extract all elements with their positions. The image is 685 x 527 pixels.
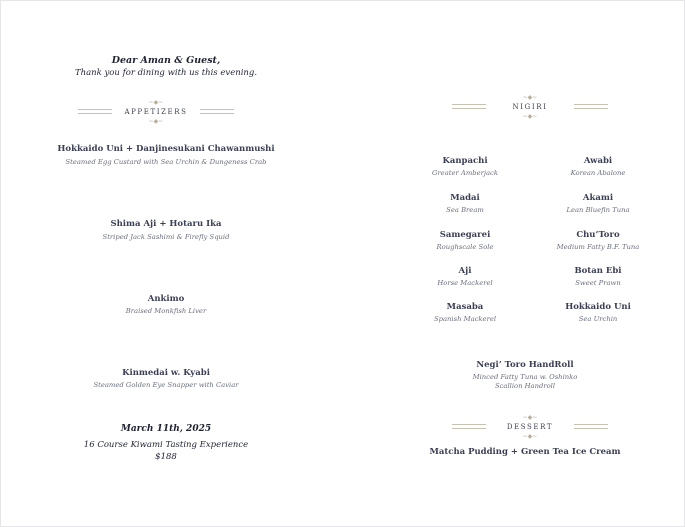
nigiri-name: Awabi [583,156,613,166]
nigiri-desc: Sea Urchin [578,315,618,323]
nigiri-item [543,302,653,323]
nigiri-name: Kanpachi [442,156,488,166]
nigiri-desc: Roughscale Sole [436,243,494,251]
nigiri-item [543,193,653,214]
nigiri-title: NIGIRI [512,103,548,111]
tasting-experience: 16 Course Kiwami Tasting Experience [83,440,249,450]
nigiri-item [410,156,520,177]
menu-date: March 11th, 2025 [120,424,212,434]
menu-price: $188 [155,452,177,462]
ornament-icon: ~◆~ [522,414,538,421]
nigiri-name: Aji [458,266,472,276]
ornament-icon: ~◆~ [522,433,538,440]
nigiri-name: Akami [582,193,614,203]
nigiri-name: Chu’Toro [576,230,620,240]
appetizer-desc: Steamed Golden Eye Snapper with Caviar [93,381,239,389]
greeting-name: Dear Aman & Guest, [111,55,221,66]
appetizer-desc: Striped Jack Sashimi & Firefly Squid [102,233,230,241]
appetizer-name: Kinmedai w. Kyabi [122,368,210,378]
nigiri-name: Masaba [446,302,484,312]
appetizer-name: Ankimo [147,294,185,304]
dessert-item: Matcha Pudding + Green Tea Ice Cream [429,447,621,457]
handroll-name: Negi’ Toro HandRoll [476,360,574,370]
nigiri-desc: Lean Bluefin Tuna [566,206,630,214]
nigiri-name: Hokkaido Uni [565,302,631,312]
ornament-icon: ~◆~ [522,94,538,101]
handroll-desc: Scallion Handroll [494,382,556,390]
appetizer-name: Hokkaido Uni + Danjinesukani Chawanmushi [57,144,275,154]
nigiri-item [410,266,520,287]
nigiri-name: Madai [450,193,480,203]
nigiri-item [543,156,653,177]
ornament-icon: ~◆~ [148,99,164,106]
appetizer-desc: Steamed Egg Custard with Sea Urchin & Dungeness Crab [65,158,267,166]
nigiri-desc: Sea Bream [446,206,484,214]
appetizers-title: APPETIZERS [124,108,188,116]
ornament-icon: ~◆~ [522,113,538,120]
nigiri-item [543,266,653,287]
nigiri-item [410,193,520,214]
dessert-title: DESSERT [506,423,554,431]
appetizer-name: Shima Aji + Hotaru Ika [110,219,222,229]
nigiri-name: Samegarei [439,230,491,240]
handroll-desc: Minced Fatty Tuna w. Oshinko [472,373,578,381]
nigiri-name: Botan Ebi [574,266,622,276]
nigiri-item [410,302,520,323]
nigiri-desc: Medium Fatty B.F. Tuna [556,243,640,251]
nigiri-desc: Spanish Mackerel [433,315,497,323]
dessert-header [452,414,608,440]
appetizers-header [78,99,234,125]
nigiri-desc: Greater Amberjack [432,169,498,177]
nigiri-desc: Horse Mackerel [437,279,493,287]
ornament-icon: ~◆~ [148,118,164,125]
nigiri-desc: Korean Abalone [570,169,626,177]
greeting-message: Thank you for dining with us this evening. [74,68,258,78]
nigiri-desc: Sweet Prawn [575,279,621,287]
nigiri-item [543,230,653,251]
nigiri-header [452,94,608,120]
appetizer-desc: Braised Monkfish Liver [125,307,207,315]
nigiri-item [410,230,520,251]
